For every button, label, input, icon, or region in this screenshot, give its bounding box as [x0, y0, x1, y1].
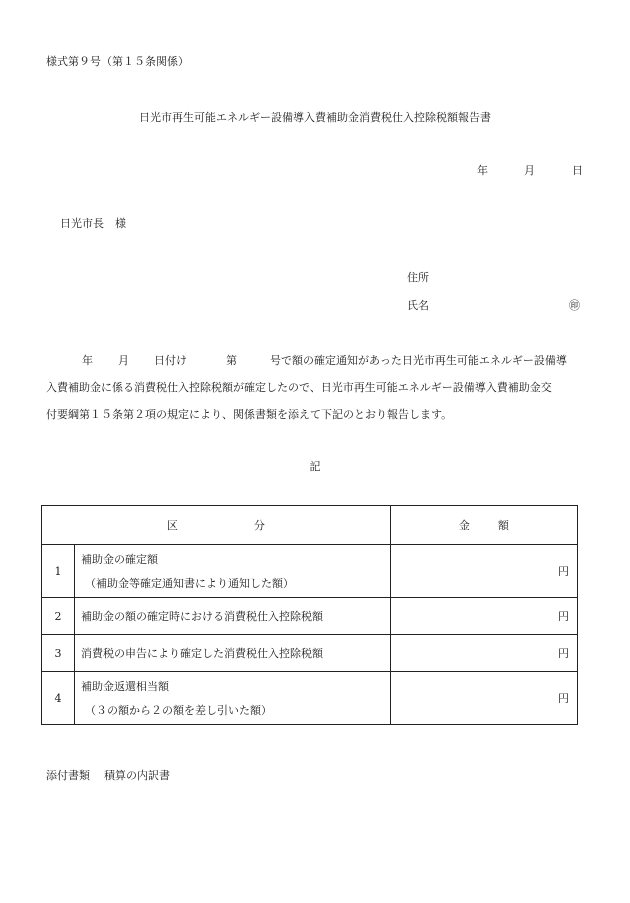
body-dated: 日付け — [154, 354, 187, 367]
date-day: 日 — [572, 164, 583, 177]
table-header-row — [42, 506, 578, 545]
body-line-1 — [46, 347, 586, 374]
body-dai: 第 — [226, 354, 237, 367]
row-amount[interactable]: 円 — [390, 672, 577, 725]
row-description-sub: （補助金等確定通知書により通知した額） — [85, 577, 295, 590]
addressee: 日光市長 様 — [60, 217, 126, 230]
row-number: 3 — [42, 635, 75, 672]
row-number: 2 — [42, 598, 75, 635]
document-title: 日光市再生可能エネルギー設備導入費補助金消費税仕入控除税額報告書 — [139, 111, 491, 124]
body-line1-text: 号で額の確定通知があった日光市再生可能エネルギー設備導 — [270, 354, 567, 367]
ki-heading: 記 — [309, 460, 321, 473]
header-kubun-2: 分 — [253, 519, 265, 532]
date-month: 月 — [524, 164, 535, 177]
header-kubun-1: 区 — [166, 519, 178, 532]
body-year: 年 — [82, 354, 93, 367]
body-line-3 — [46, 401, 586, 428]
row-description: 補助金の額の確定時における消費税仕入控除税額 — [75, 598, 391, 635]
table-row — [42, 598, 578, 635]
row-description — [75, 672, 391, 725]
row-amount[interactable]: 円 — [390, 635, 577, 672]
row-amount[interactable]: 円 — [390, 545, 577, 598]
form-number: 様式第９号（第１５条関係） — [46, 55, 189, 68]
attachment-line — [46, 767, 170, 783]
row-description-main: 補助金返還相当額 — [81, 680, 170, 693]
address-label: 住所 — [407, 271, 429, 284]
body-line-2 — [46, 374, 586, 401]
body-line2-text: 入費補助金に係る消費税仕入控除税額が確定したので、日光市再生可能エネルギー設備導入費補助金交 — [46, 381, 552, 394]
table-row — [42, 672, 578, 725]
table-row — [42, 545, 578, 598]
header-kingaku-2: 額 — [497, 519, 509, 532]
row-description-main: 補助金の確定額 — [81, 553, 159, 566]
table-row — [42, 635, 578, 672]
detail-table — [41, 505, 578, 725]
date-year: 年 — [477, 164, 488, 177]
body-line3-text: 付要綱第１５条第２項の規定により、関係書類を添えて下記のとおり報告します。 — [46, 408, 453, 421]
row-description: 消費税の申告により確定した消費税仕入控除税額 — [75, 635, 391, 672]
row-number: 4 — [42, 672, 75, 725]
body-month: 月 — [118, 354, 129, 367]
row-description-sub: （３の額から２の額を差し引いた額） — [85, 704, 273, 717]
body-paragraph — [46, 347, 586, 428]
row-number: 1 — [42, 545, 75, 598]
attachment-label: 添付書類 — [46, 769, 90, 782]
seal-mark: ㊞ — [569, 299, 580, 312]
name-label: 氏名 — [407, 299, 429, 312]
header-kingaku-1: 金 — [458, 519, 470, 532]
attachment-value: 積算の内訳書 — [104, 769, 170, 782]
header-kingaku — [390, 506, 577, 545]
header-kubun — [42, 506, 391, 545]
row-description — [75, 545, 391, 598]
row-amount[interactable]: 円 — [390, 598, 577, 635]
